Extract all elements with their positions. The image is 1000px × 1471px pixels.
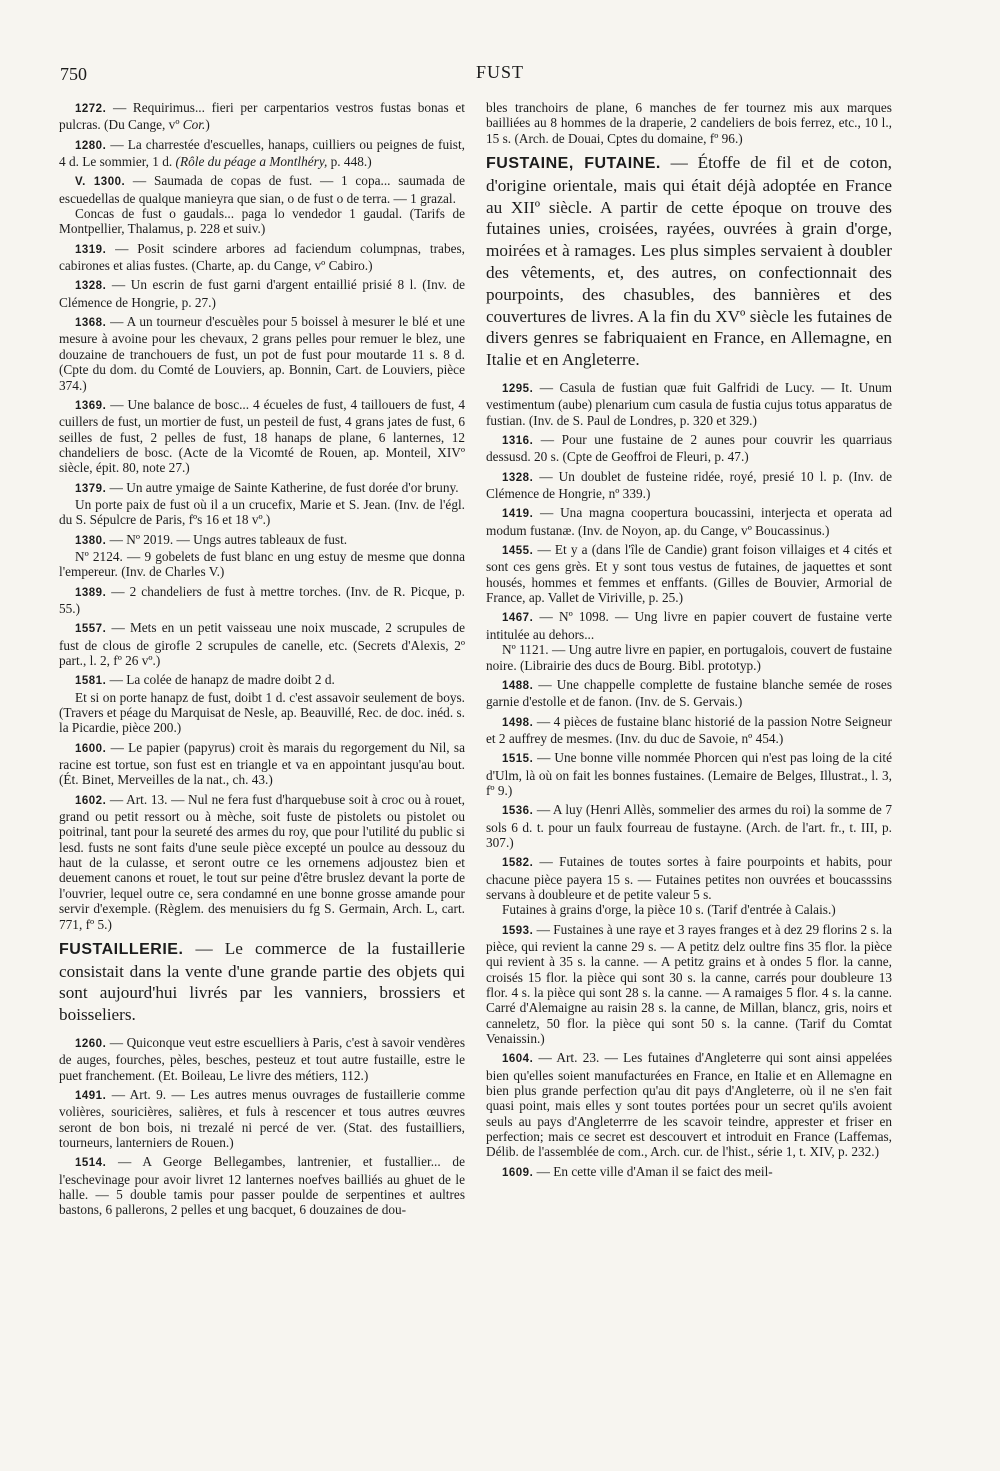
- entry-1379: [59, 480, 465, 497]
- entry-year: 1368.: [75, 317, 107, 330]
- entry-year: 1389.: [75, 586, 107, 599]
- entry-text: — Une balance de bosc... 4 écueles de fust, 4 taillouers de fust, 4 cuillers de fust, un mortier de fust, un pesteil de fust, 4 grans jates de fust, 6 seilles de fust, 2 pelles de fust, 18 hanaps de plane, 6 lanternes, 12 chandeliers de bosc. (Acte de la Vicomté de Rouen, ap. Monteil, XIVº siècle, épit. 80, note 27.): [59, 396, 465, 476]
- entry-text: — Nº 1098. — Ung livre en papier couvert de fustaine verte intitulée au dehors...: [486, 609, 892, 642]
- entry-1316: [486, 432, 892, 465]
- entry-1328b: [486, 469, 892, 502]
- entry-text: — La charrestée d'escuelles, hanaps, cuilliers ou peignes de fuist, 4 d. Le sommier, 1 d.: [59, 136, 465, 170]
- entry-text: — Art. 13. — Nul ne fera fust d'harquebuse soit à croc ou à rouet, grand ou petit ressort ou à mèche, soit fuste de pistolets ou pistolet ou poitrinal, tant pour la seureté des armes du roy, que pour l'utilité du public si lesd. fusts ne sont faits d'une seule pièce excepté un poulce au dessouz du haut de la culasse, et seront outre ce les ornemens adjoustez bien et deuement canons et rouet, le tout sur peine d'être bruslez devant la porte de l'ouvrier, lequel outre ce, sera condamné en une bonne grosse amande pour servir d'exemple. (Règlem. des menuisiers du fg S. Germain, Arch. L, cart. 771, fº 5.): [59, 791, 465, 932]
- entry-1300-continuation: Concas de fust o gaudals... paga lo vendedor 1 gaudal. (Tarifs de Montpellier, Thalamus, p. 228 et suiv.): [59, 206, 465, 237]
- entry-1467: [486, 609, 892, 642]
- entry-1602: [59, 792, 465, 932]
- entry-1514: [59, 1154, 465, 1217]
- entry-year: 1467.: [502, 612, 534, 625]
- entry-year: 1419.: [502, 508, 534, 521]
- left-column: [59, 100, 465, 1222]
- entry-1604: [486, 1050, 892, 1159]
- entry-1272: [59, 100, 465, 133]
- entry-tail: ): [205, 117, 210, 133]
- entry-year: 1609.: [502, 1166, 534, 1179]
- entry-year: 1328.: [75, 280, 107, 293]
- right-column: [486, 100, 892, 1185]
- article-heading: FUSTAILLERIE.: [59, 940, 184, 958]
- entry-text: — Un escrin de fust garni d'argent entaillié prisié 8 l. (Inv. de Clémence de Hongrie, p. 27.): [59, 277, 465, 310]
- entry-text: — Le papier (papyrus) croit ès marais du regorgement du Nil, sa racine est tortue, son fust est en triangle et va en appointant jusqu'au bout. (Ét. Binet, Merveilles de la nat., ch. 43.): [59, 739, 465, 788]
- entry-year: 1379.: [75, 482, 107, 495]
- entry-text: — La colée de hanapz de madre doibt 2 d.: [106, 672, 335, 688]
- entry-year: 1581.: [75, 675, 107, 688]
- entry-year: 1604.: [502, 1053, 534, 1066]
- entry-text: — Art. 9. — Les autres menus ouvrages de fustaillerie comme volières, souricières, salières, et fuls à rescencer et tous autres œuvres seront de bon bois, ni trezalé ni percé de ver. (Stat. des fustailliers, tourneurs, lanterniers de Rouen.): [59, 1087, 465, 1151]
- entry-1319: [59, 241, 465, 274]
- entry-text: — Et y a (dans l'île de Candie) grant foison villaiges et 4 cités et sont ces gens grès. Et y sont tous vestus de futaines, de jaquettes et sont housés, hommes et femmes et enffants. (Gilles de Bouvier, Armorial de France, ap. Vallet de Viriville, p. 25.): [486, 542, 892, 606]
- entry-year: 1280.: [75, 139, 107, 152]
- entry-1380: [59, 532, 465, 549]
- entry-year: 1536.: [502, 805, 534, 818]
- entry-text: — Une chappelle complette de fustaine blanche semée de roses garnie d'estolle et de fanon. (Inv. de S. Gervais.): [486, 676, 892, 710]
- entry-1582: [486, 854, 892, 902]
- entry-year: V. 1300.: [75, 176, 126, 189]
- entry-1536: [486, 802, 892, 850]
- article-fustaine: [486, 152, 892, 371]
- entry-text: — Un autre ymaige de Sainte Katherine, de fust dorée d'or bruny.: [106, 479, 459, 495]
- article-heading: FUSTAINE, FUTAINE.: [486, 155, 661, 173]
- entry-text: — A luy (Henri Allès, sommelier des armes du roi) la somme de 7 sols 6 d. t. pour un faulx fourreau de fustayne. (Arch. de l'art. fr., t. III, p. 307.): [486, 802, 892, 850]
- entry-year: 1488.: [502, 679, 534, 692]
- entry-year: 1498.: [502, 716, 534, 729]
- entry-year: 1582.: [502, 857, 534, 870]
- entry-1515: [486, 750, 892, 798]
- entry-1488: [486, 677, 892, 710]
- entry-1455: [486, 542, 892, 605]
- entry-1295: [486, 380, 892, 428]
- entry-year: 1369.: [75, 399, 107, 412]
- entry-text: — Fustaines à une raye et 3 rayes franges et à dez 29 florins 2 s. la pièce, qui revient la canne 29 s. — A petitz delz oultre fins 35 flor. la pièce qui revient à 35 s. la canne. — A petitz grains et à ondes 5 flor. la canne, croisés 15 flor. la pièce qui sont 30 s. la canne, carrés pour doubleure 13 flor. 4 s. la pièce qui sont 28 s. la canne. — A ramaiges 5 flor. 4 s. la canne. Carré d'Alemaigne au raisin 28 s. la canne, de Millan, blancz, gris, noirs et canneletz, 50 flor. la pièce qui sont 50 s. la canne. (Tarif du Comtat Venaissin.): [486, 921, 892, 1047]
- entry-year: 1491.: [75, 1090, 107, 1103]
- entry-year: 1514.: [75, 1157, 107, 1170]
- entry-1379-continuation: Un porte paix de fust où il a un crucefix, Marie et S. Jean. (Inv. de l'égl. du S. Sépulcre de Paris, fºs 16 et 18 vº.): [59, 496, 465, 528]
- entry-text: — Pour une fustaine de 2 aunes pour couvrir les quarriaus dessusd. 20 s. (Cpte de Geoffroi de Fleuri, p. 47.): [486, 432, 892, 465]
- entry-text: — Quiconque veut estre escuelliers à Paris, c'est à savoir vendères de auges, fourches, pèles, besches, pesteuz et tout autre fustaille, estre le puet franchement. (Et. Boileau, Le livre des métiers, 112.): [59, 1035, 465, 1083]
- entry-text: — Posit scindere arbores ad faciendum columpnas, trabes, cabirones et alias fustes. (Charte, ap. du Cange, vº Cabiro.): [59, 240, 465, 274]
- entry-text: — Una magna coopertura boucassini, interjecta et operata ad modum fustanæ. (Inv. de Noyon, ap. du Cange, vº Boucassinus.): [486, 505, 892, 538]
- entry-text: — Futaines de toutes sortes à faire pourpoints et habits, pour chacune pièce payera 15 s. — Futaines petites non ouvrées et boucasssins servans à doubleure et de petite valeur 5 s.: [486, 854, 892, 902]
- entry-text: — En cette ville d'Aman il se faict des meil-: [533, 1163, 773, 1179]
- entry-text: — Art. 23. — Les futaines d'Angleterre qui sont ainsi appelées bien qu'elles soient manufacturées en France, en Italie et en Allemagne en bien plus grande perfection qu'au dit pays d'Angleterre, où il ne s'en fait quasi point, mais elles y sont toutes portées pour un secret qu'ils avoient seuls au pays d'Angleterrre de les scavoir teindre, apprester et friser en perfection; mais ce secret est descouvert et introduit en France (Laffemas, Délib. de l'assemblée de com., Arch. cur. de l'hist., série 1, t. XIV, p. 232.): [486, 1050, 892, 1160]
- entry-year: 1316.: [502, 435, 534, 448]
- entry-1368: [59, 314, 465, 393]
- entry-source: (Rôle du péage a Montlhéry,: [175, 154, 328, 170]
- entry-text: — Casula de fustian quæ fuit Galfridi de Lucy. — It. Unum vestimentum (aube) plenarium cum casula de fustia cujus totus apparatus de fustian. (Inv. de S. Paul de Londres, p. 320 et 329.): [486, 380, 892, 428]
- entry-1300: [59, 173, 465, 206]
- entry-source: Cor.: [182, 117, 206, 133]
- entry-tail: p. 448.): [327, 154, 372, 170]
- entry-year: 1272.: [75, 103, 107, 115]
- entry-1498: [486, 714, 892, 747]
- entry-1467-continuation: Nº 1121. — Ung autre livre en papier, en portugalois, couvert de fustaine noire. (Librairie des ducs de Bourg. Bibl. prototyp.): [486, 642, 892, 673]
- entry-1380-continuation: Nº 2124. — 9 gobelets de fust blanc en ung estuy de mesme que donna l'empereur. (Inv. de Charles V.): [59, 548, 465, 580]
- entry-1491: [59, 1087, 465, 1150]
- entry-text: — Un doublet de fusteine ridée, royé, presié 10 l. p. (Inv. de Clémence de Hongrie, nº 339.): [486, 468, 892, 502]
- entry-text: — A un tourneur d'escuèles pour 5 boissel à mesurer le blé et une mesure à avoine pour les chevaux, 2 grans pelles pour remuer le blez, une douzaine de tranchouers de fust, un pot de fust pour moutarde 11 s. 8 d. (Cpte du dom. du Comté de Louviers, ap. Bonnin, Cart. de Louviers, pièce 374.): [59, 314, 465, 393]
- entry-text: — 2 chandeliers de fust à mettre torches. (Inv. de R. Picque, p. 55.): [59, 583, 465, 616]
- entry-text: — Une bonne ville nommée Phorcen qui n'est pas loing de la cité d'Ulm, là où on fait les bonnes fustaines. (Lemaire de Belges, Illustrat., l. 3, fº 9.): [486, 750, 892, 798]
- entry-year: 1602.: [75, 794, 107, 807]
- entry-year: 1455.: [502, 545, 534, 558]
- entry-year: 1380.: [75, 534, 107, 547]
- entry-1557: [59, 620, 465, 668]
- entry-1389: [59, 584, 465, 617]
- page-number: 750: [60, 64, 87, 84]
- entry-1514-continuation: bles tranchoirs de plane, 6 manches de fer tournez mis aux marques bailliées au 8 hommes de la draperie, 2 candeliers de bois ferrez, etc., 10 l., 15 s. (Arch. de Douai, Cptes du domaine, fº 96.): [486, 100, 892, 146]
- running-head: FUST: [475, 62, 524, 82]
- entry-text: — Mets en un petit vaisseau une noix muscade, 2 scrupules de fust de clous de girofle 2 scrupules de canelle, etc. (Secrets d'Alexis, 2º part., l. 2, fº 26 vº.): [59, 620, 465, 668]
- entry-year: 1593.: [502, 924, 534, 937]
- entry-year: 1295.: [502, 383, 534, 395]
- article-text: — Étoffe de fil et de coton, d'origine orientale, mais qui était déjà adoptée en France au XIIº siècle. A partir de cette époque on trouve des futaines unies, croisées, rayées, ouvrées à grain d'orge, moirées et à ramages. Les plus simples servaient à doubler des vêtements, et, des autres, on confectionnait des pourpoints, des chasubles, des bannières et des couvertures de livres. A la fin du XVº siècle les futaines de divers genres se fabriquaient en France, en Allemagne, en Italie et en Angleterre.: [486, 153, 892, 370]
- entry-1419: [486, 505, 892, 538]
- entry-1609: [486, 1164, 892, 1181]
- entry-year: 1319.: [75, 243, 107, 256]
- entry-year: 1557.: [75, 623, 107, 636]
- entry-text: — A George Bellegambes, lantrenier, et fustallier... de l'eschevinage pour avoir livret 12 lanternes noefves bailliés au ghuet de le halle. — 5 double tamis pour passer poulde de serpentines et aultres bastons, 6 pallerons, 2 pelles et ung bacquet, 6 douzaines de dou-: [59, 1154, 465, 1218]
- entry-1600: [59, 740, 465, 788]
- entry-text: — Saumada de copas de fust. — 1 copa... saumada de escuedellas de qualque manieyra que sian, o de fust o de terra. — 1 grazal.: [59, 173, 465, 206]
- article-fustaillerie: [59, 938, 465, 1026]
- entry-1593: [486, 922, 892, 1047]
- entry-text: — Nº 2019. — Ungs autres tableaux de fust.: [106, 531, 348, 547]
- entry-text: — Requirimus... fieri per carpentarios vestros fustas bonas et pulcras. (Du Cange, vº: [59, 100, 465, 133]
- entry-text: — 4 pièces de fustaine blanc historié de la passion Notre Seigneur et 2 auffrey de mesmes. (Inv. du duc de Savoie, nº 454.): [486, 713, 892, 746]
- article-text: — Le commerce de la fustaillerie consistait dans la vente d'une grande partie des objets qui sont aujourd'hui livrés par les vanniers, brossiers et boisseliers.: [59, 938, 465, 1025]
- entry-1369: [59, 397, 465, 476]
- entry-year: 1600.: [75, 742, 107, 755]
- entry-1280: [59, 137, 465, 170]
- entry-1582-continuation: Futaines à grains d'orge, la pièce 10 s. (Tarif d'entrée à Calais.): [502, 902, 836, 918]
- entry-year: 1328.: [502, 471, 534, 484]
- entry-1581-continuation: Et si on porte hanapz de fust, doibt 1 d. c'est assavoir seulement de boys. (Travers et péage du Marquisat de Nesle, ap. Beauvillé, Rec. de doc. inéd. s. la Picardie, pièce 200.): [59, 689, 465, 736]
- entry-1328: [59, 277, 465, 310]
- entry-year: 1515.: [502, 753, 534, 766]
- entry-1260: [59, 1035, 465, 1083]
- entry-year: 1260.: [75, 1038, 107, 1051]
- entry-1581: [59, 672, 465, 689]
